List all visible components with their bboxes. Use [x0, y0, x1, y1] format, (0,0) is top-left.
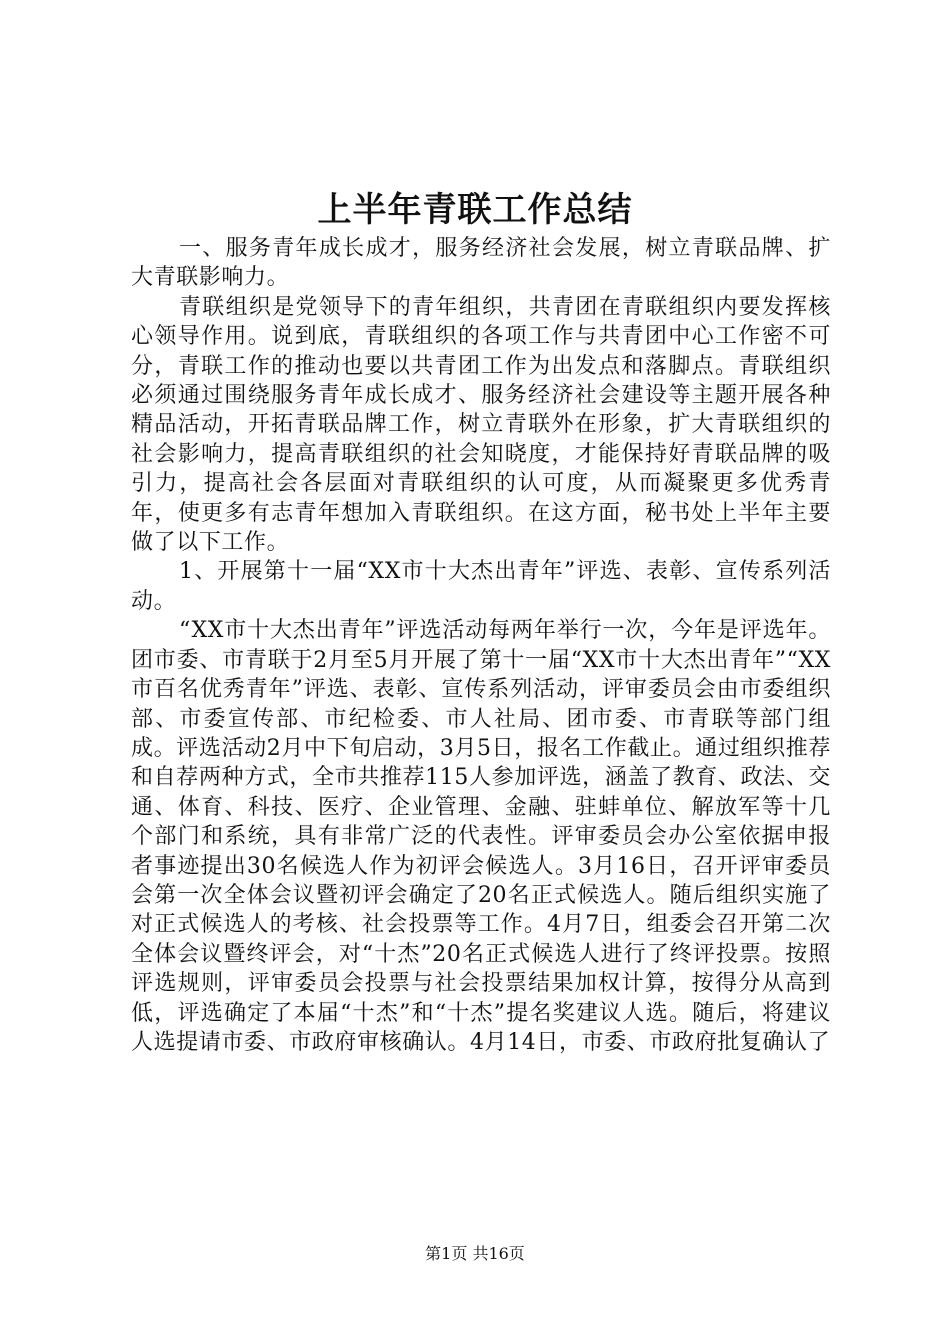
- paragraph-intro: 青联组织是党领导下的青年组织，共青团在青联组织内要发挥核心领导作用。说到底，青联组织的各项工作与共青团中心工作密不可分，青联工作的推动也要以共青团工作为出发点和落脚点。青联组织必须通过围绕服务青年成长成才、服务经济社会建设等主题开展各种精品活动，开拓青联品牌工作，树立青联外在形象，扩大青联组织的社会影响力，提高青联组织的社会知晓度，才能保持好青联品牌的吸引力，提高社会各层面对青联组织的认可度，从而凝聚更多优秀青年，使更多有志青年想加入青联组织。在这方面，秘书处上半年主要做了以下工作。: [131, 294, 831, 556]
- document-body: [131, 234, 831, 1057]
- paragraph-section-heading: 一、服务青年成长成才，服务经济社会发展，树立青联品牌、扩大青联影响力。: [131, 236, 831, 291]
- page-footer: 第1页 共16页: [425, 1244, 525, 1263]
- paragraph-item-heading: 1、开展第十一届“XX市十大杰出青年”评选、表彰、宣传系列活动。: [131, 559, 831, 614]
- paragraph-item-body: “XX市十大杰出青年”评选活动每两年举行一次，今年是评选年。团市委、市青联于2月至5月开展了第十一届“XX市十大杰出青年”“XX市百名优秀青年”评选、表彰、宣传系列活动，评审委员会由市委组织部、市委宣传部、市纪检委、市人社局、团市委、市青联等部门组成。评选活动2月中下旬启动，3月5日，报名工作截止。通过组织推荐和自荐两种方式，全市共推荐115人参加评选，涵盖了教育、政法、交通、体育、科技、医疗、企业管理、金融、驻蚌单位、解放军等十几个部门和系统，具有非常广泛的代表性。评审委员会办公室依据申报者事迹提出30名候选人作为初评会候选人。3月16日，召开评审委员会第一次全体会议暨初评会确定了20名正式候选人。随后组织实施了对正式候选人的考核、社会投票等工作。4月7日，组委会召开第二次全体会议暨终评会，对“十杰”20名正式候选人进行了终评投票。按照评选规则，评审委员会投票与社会投票结果加权计算，按得分从高到低，评选确定了本届“十杰”和“十杰”提名奖建议人选。随后，将建议人选提请市委、市政府审核确认。4月14日，市委、市政府批复确认了: [131, 618, 831, 1055]
- document-title: 上半年青联工作总结: [317, 190, 633, 230]
